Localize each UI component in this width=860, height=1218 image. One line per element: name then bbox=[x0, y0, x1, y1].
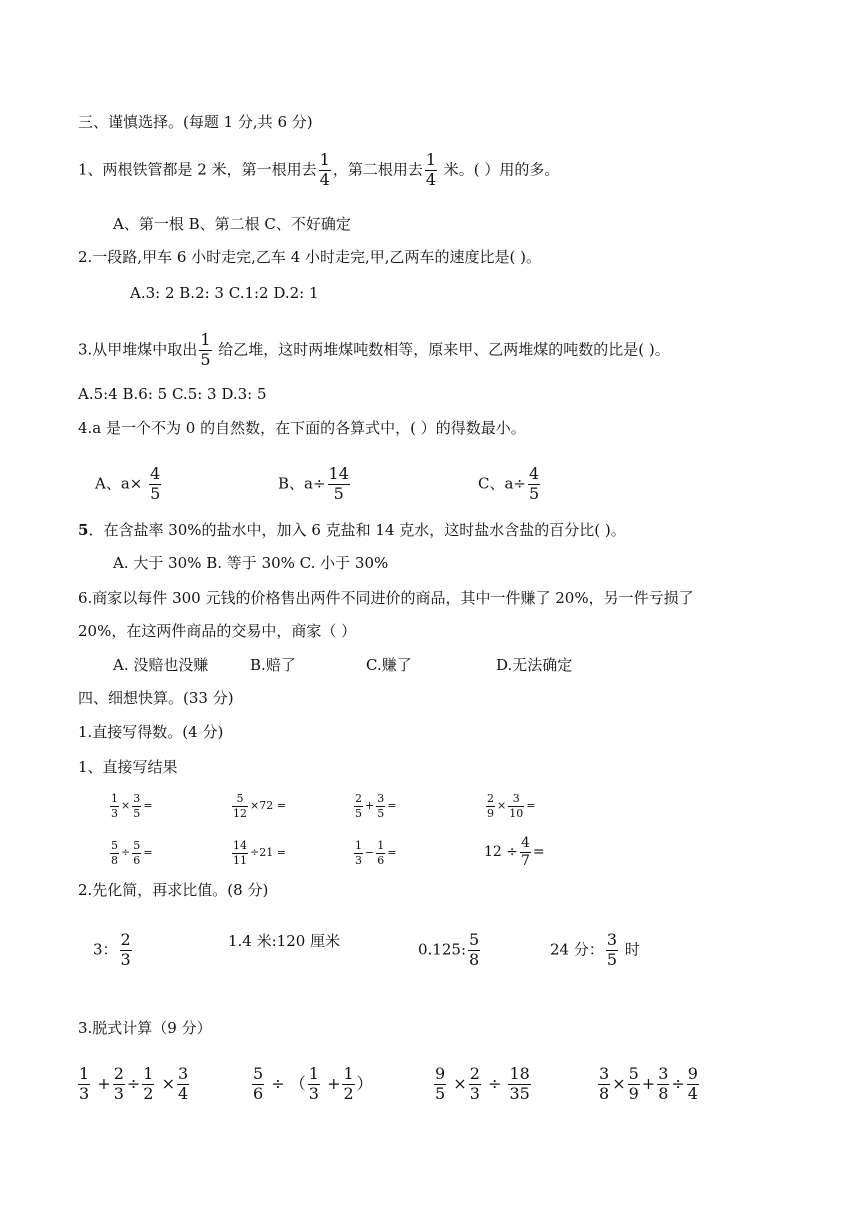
e4-f2 bbox=[628, 1066, 640, 1103]
q6-option-c: C.赚了 bbox=[366, 656, 412, 674]
section3-heading: 三、谨慎选择。(每题 1 分,共 6 分) bbox=[78, 113, 313, 131]
e1-f2-den: 3 bbox=[113, 1083, 124, 1103]
e2-lparen: （ bbox=[289, 1073, 306, 1093]
d3-a bbox=[354, 793, 363, 819]
e3-f2 bbox=[469, 1066, 481, 1103]
q1-text-c: 米。( ）用的多。 bbox=[443, 160, 560, 179]
q4-option-c bbox=[478, 466, 542, 503]
q3-text-a: 3.从甲堆煤中取出 bbox=[78, 340, 198, 359]
e2-f2-num: 1 bbox=[308, 1064, 319, 1083]
ratio-4-lead: 24 分： bbox=[550, 940, 604, 959]
d2-a-den: 12 bbox=[233, 806, 247, 820]
ratio-2: 1.4 米:120 厘米 bbox=[228, 932, 341, 950]
direct-item-5 bbox=[108, 839, 152, 867]
d1-b-num: 3 bbox=[133, 791, 141, 805]
q1-text bbox=[78, 152, 559, 189]
ratio-3 bbox=[418, 932, 482, 969]
e2-f3-num: 1 bbox=[343, 1064, 354, 1083]
e4-f3 bbox=[657, 1066, 669, 1103]
ratio-1-den: 3 bbox=[120, 949, 131, 969]
d4-b bbox=[508, 793, 524, 819]
d1-b-den: 5 bbox=[133, 806, 141, 820]
d1-b bbox=[132, 793, 141, 819]
d8-b bbox=[520, 836, 531, 868]
e4-f1-den: 8 bbox=[599, 1083, 610, 1103]
e1-f2-num: 2 bbox=[113, 1064, 124, 1083]
d5-eq: = bbox=[143, 846, 153, 859]
d4-a bbox=[486, 793, 495, 819]
e3-f3 bbox=[508, 1066, 530, 1103]
q1-f1-num: 1 bbox=[319, 150, 330, 169]
q4-option-b bbox=[278, 466, 352, 503]
e4-op2: + bbox=[641, 1073, 656, 1093]
d7-a bbox=[354, 840, 363, 866]
q4-fb bbox=[328, 466, 350, 503]
d3-b-num: 3 bbox=[377, 791, 385, 805]
e3-op2: ÷ bbox=[487, 1073, 502, 1093]
e2-f1-den: 6 bbox=[253, 1083, 264, 1103]
d7-eq: = bbox=[387, 846, 397, 859]
e2-f3-den: 2 bbox=[343, 1083, 354, 1103]
e4-f3-den: 8 bbox=[658, 1083, 669, 1103]
e1-op2: ÷ bbox=[126, 1073, 141, 1093]
e4-f1 bbox=[598, 1066, 610, 1103]
e4-f1-num: 3 bbox=[599, 1064, 610, 1083]
e4-f4-num: 9 bbox=[687, 1064, 698, 1083]
e3-f3-num: 18 bbox=[509, 1064, 530, 1083]
e4-f2-den: 9 bbox=[628, 1083, 639, 1103]
q4-fc-den: 5 bbox=[529, 483, 540, 503]
part1-heading: 1.直接写得数。(4 分) bbox=[78, 723, 224, 741]
d2-tail: ×72 = bbox=[250, 799, 286, 812]
q4-fa bbox=[149, 466, 161, 503]
e1-f1 bbox=[78, 1066, 90, 1103]
q6-line2: 20%，在这两件商品的交易中，商家（ ） bbox=[78, 622, 357, 640]
e1-f2 bbox=[113, 1066, 125, 1103]
e4-f3-num: 3 bbox=[658, 1064, 669, 1083]
e4-f2-num: 5 bbox=[628, 1064, 639, 1083]
q4-opt-c-label: C、a÷ bbox=[478, 474, 526, 493]
e3-f1-den: 5 bbox=[435, 1083, 446, 1103]
q6-line1: 6.商家以每件 300 元钱的价格售出两件不同进价的商品，其中一件赚了 20%，另一件亏损了 bbox=[78, 589, 694, 607]
d1-a-den: 3 bbox=[111, 806, 118, 820]
e1-f3-den: 2 bbox=[143, 1083, 154, 1103]
direct-item-4 bbox=[484, 792, 535, 820]
expr-3 bbox=[432, 1066, 533, 1103]
q5-number: 5 bbox=[78, 521, 89, 539]
direct-item-3 bbox=[352, 792, 396, 820]
expr-1 bbox=[76, 1066, 191, 1103]
d5-b bbox=[132, 840, 141, 866]
e3-f1-num: 9 bbox=[435, 1064, 446, 1083]
d1-eq: = bbox=[143, 799, 153, 812]
e3-f2-num: 2 bbox=[469, 1064, 480, 1083]
d7-op: − bbox=[365, 846, 375, 859]
direct-item-1 bbox=[108, 792, 152, 820]
d3-a-den: 5 bbox=[355, 806, 362, 820]
q6-option-a: A. 没赔也没赚 bbox=[113, 656, 209, 674]
d5-a-num: 5 bbox=[111, 838, 118, 852]
e3-f2-den: 3 bbox=[469, 1083, 480, 1103]
d3-op: + bbox=[365, 799, 375, 812]
q5-body: ．在含盐率 30%的盐水中，加入 6 克盐和 14 克水，这时盐水含盐的百分比( )。 bbox=[88, 521, 626, 539]
part3-heading: 3.脱式计算（9 分） bbox=[78, 1019, 212, 1037]
d1-a bbox=[110, 793, 119, 819]
e4-op3: ÷ bbox=[671, 1073, 685, 1093]
q4-fa-den: 5 bbox=[150, 483, 161, 503]
d3-eq: = bbox=[387, 799, 397, 812]
d1-a-num: 1 bbox=[111, 791, 118, 805]
q3-f-den: 5 bbox=[200, 349, 211, 369]
q4-fb-den: 5 bbox=[333, 483, 344, 503]
d2-a bbox=[232, 793, 248, 819]
direct-item-7 bbox=[352, 839, 396, 867]
d1-op: × bbox=[121, 799, 131, 812]
e1-f1-den: 3 bbox=[79, 1083, 90, 1103]
d4-eq: = bbox=[526, 799, 536, 812]
q4-opt-b-label: B、a÷ bbox=[278, 474, 326, 493]
e3-f3-den: 35 bbox=[509, 1083, 530, 1103]
d6-a-den: 11 bbox=[233, 853, 247, 867]
e2-f2 bbox=[308, 1066, 320, 1103]
e2-op1: ÷ bbox=[271, 1073, 285, 1093]
q4-text: 4.a 是一个不为 0 的自然数，在下面的各算式中，( ）的得数最小。 bbox=[78, 419, 526, 437]
part2-heading: 2.先化简，再求比值。(8 分) bbox=[78, 881, 269, 899]
part1-subheading: 1、直接写结果 bbox=[78, 758, 178, 776]
ratio-1-lead: 3： bbox=[93, 940, 118, 959]
e1-op1: + bbox=[97, 1073, 111, 1093]
ratio-3-num: 5 bbox=[469, 930, 480, 949]
q3-f-num: 1 bbox=[200, 330, 211, 349]
e4-f4-den: 4 bbox=[687, 1083, 698, 1103]
expr-2 bbox=[250, 1066, 373, 1103]
e4-op1: × bbox=[612, 1073, 626, 1093]
d8-b-den: 7 bbox=[521, 852, 530, 869]
q5-text bbox=[78, 520, 626, 540]
d6-a bbox=[232, 840, 248, 866]
d5-op: ÷ bbox=[121, 846, 131, 859]
q3-text bbox=[78, 332, 670, 369]
ratio-3-den: 8 bbox=[469, 949, 480, 969]
e2-f1 bbox=[252, 1066, 264, 1103]
q4-option-a bbox=[95, 466, 163, 503]
d5-b-den: 6 bbox=[133, 853, 141, 867]
q4-fa-num: 4 bbox=[150, 464, 161, 483]
e1-f1-num: 1 bbox=[79, 1064, 90, 1083]
q1-text-b: ，第二根用去 bbox=[332, 160, 423, 179]
q6-option-b: B.赔了 bbox=[250, 656, 296, 674]
direct-item-8 bbox=[484, 836, 545, 868]
expr-4 bbox=[596, 1066, 701, 1103]
d8-eq: = bbox=[532, 844, 545, 861]
q4-fc bbox=[528, 466, 540, 503]
q1-f2-den: 4 bbox=[425, 169, 437, 189]
ratio-1-frac bbox=[120, 932, 132, 969]
q2-options: A.3: 2 B.2: 3 C.1:2 D.2: 1 bbox=[130, 284, 319, 302]
e1-f3 bbox=[142, 1066, 154, 1103]
e2-op2: + bbox=[327, 1073, 341, 1093]
d4-op: × bbox=[497, 799, 507, 812]
q3-fraction bbox=[199, 332, 211, 369]
e1-f4 bbox=[177, 1066, 189, 1103]
q1-f1-den: 4 bbox=[319, 169, 330, 189]
ratio-4 bbox=[550, 932, 640, 969]
d4-a-den: 9 bbox=[487, 806, 494, 820]
direct-item-2 bbox=[230, 792, 286, 820]
q1-f2-num: 1 bbox=[425, 150, 437, 169]
e3-op1: × bbox=[453, 1073, 467, 1093]
d6-tail: ÷21 = bbox=[250, 846, 286, 859]
d4-a-num: 2 bbox=[487, 791, 494, 805]
d3-b-den: 5 bbox=[377, 806, 385, 820]
d5-b-num: 5 bbox=[133, 838, 141, 852]
d7-b-num: 1 bbox=[377, 838, 385, 852]
d8-b-num: 4 bbox=[521, 835, 530, 851]
d3-a-num: 2 bbox=[355, 791, 362, 805]
e2-f1-num: 5 bbox=[253, 1064, 264, 1083]
e3-f1 bbox=[434, 1066, 446, 1103]
e1-f4-num: 3 bbox=[177, 1064, 189, 1083]
e1-op3: × bbox=[161, 1073, 175, 1093]
q5-options: A. 大于 30% B. 等于 30% C. 小于 30% bbox=[113, 554, 389, 572]
ratio-4-tail: 时 bbox=[624, 940, 640, 959]
d7-b bbox=[376, 840, 385, 866]
d8-lead: 12 ÷ bbox=[484, 844, 518, 861]
q2-text: 2.一段路,甲车 6 小时走完,乙车 4 小时走完,甲,乙两车的速度比是( )。 bbox=[78, 248, 542, 266]
d7-a-den: 3 bbox=[355, 853, 362, 867]
q1-fraction-1 bbox=[319, 152, 331, 189]
e2-f3 bbox=[342, 1066, 354, 1103]
d3-b bbox=[376, 793, 385, 819]
q4-opt-a-label: A、a× bbox=[95, 474, 143, 493]
q4-fc-num: 4 bbox=[529, 464, 540, 483]
ratio-3-frac bbox=[468, 932, 480, 969]
ratio-1 bbox=[93, 932, 134, 969]
d5-a-den: 8 bbox=[111, 853, 118, 867]
q3-options: A.5:4 B.6: 5 C.5: 3 D.3: 5 bbox=[78, 385, 267, 403]
q1-options: A、第一根 B、第二根 C、不好确定 bbox=[113, 215, 351, 233]
d7-b-den: 6 bbox=[377, 853, 385, 867]
e2-rparen: ） bbox=[356, 1073, 373, 1093]
ratio-4-frac bbox=[606, 932, 618, 969]
direct-item-6 bbox=[230, 839, 286, 867]
e2-f2-den: 3 bbox=[308, 1083, 319, 1103]
d4-b-den: 10 bbox=[509, 806, 524, 820]
q6-option-d: D.无法确定 bbox=[496, 656, 573, 674]
q1-fraction-2 bbox=[425, 152, 437, 189]
q1-text-a: 1、两根铁管都是 2 米，第一根用去 bbox=[78, 160, 317, 179]
section4-heading: 四、细想快算。(33 分) bbox=[78, 689, 234, 707]
q3-text-b: 给乙堆，这时两堆煤吨数相等，原来甲、乙两堆煤的吨数的比是( )。 bbox=[218, 340, 670, 359]
e4-f4 bbox=[687, 1066, 699, 1103]
ratio-3-lead: 0.125: bbox=[418, 940, 466, 959]
ratio-4-num: 3 bbox=[606, 930, 618, 949]
d6-a-num: 14 bbox=[233, 838, 247, 852]
ratio-1-num: 2 bbox=[120, 930, 131, 949]
d5-a bbox=[110, 840, 119, 866]
d4-b-num: 3 bbox=[512, 791, 520, 805]
e1-f3-num: 1 bbox=[143, 1064, 154, 1083]
q4-fb-num: 14 bbox=[328, 464, 349, 483]
e1-f4-den: 4 bbox=[177, 1083, 189, 1103]
ratio-4-den: 5 bbox=[606, 949, 618, 969]
d7-a-num: 1 bbox=[355, 838, 362, 852]
d2-a-num: 5 bbox=[236, 791, 244, 805]
